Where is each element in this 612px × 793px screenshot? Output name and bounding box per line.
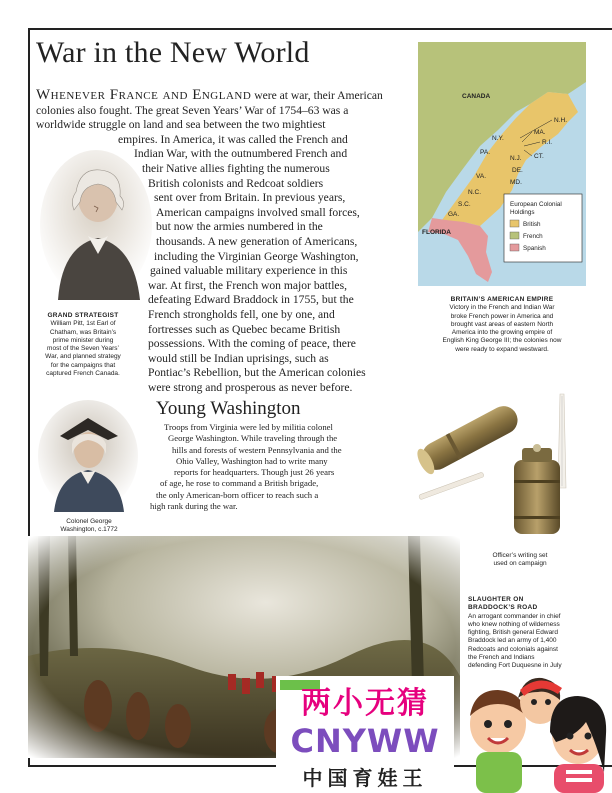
watermark-chinese-name: 两小无猜	[301, 686, 429, 721]
cartoon-kids-icon	[458, 672, 612, 793]
washington-line: high rank during the war.	[150, 501, 238, 512]
legend-label-french: French	[523, 233, 543, 240]
washington-heading: Young Washington	[156, 398, 301, 419]
intro-line: war. At first, the French won major battles,	[148, 278, 347, 292]
map-label-de: DE.	[512, 167, 523, 174]
battle-caption-title: BRADDOCK’S ROAD	[468, 604, 538, 612]
map-label-sc: S.C.	[458, 201, 471, 208]
battle-caption-line: An arrogant commander in chief	[468, 612, 561, 620]
map-label-nc: N.C.	[468, 189, 481, 196]
intro-line: Pontiac’s Rebellion, but the American colonies	[148, 366, 366, 380]
intro-line: empires. In America, it was called the French and	[118, 132, 348, 146]
pitt-caption-title: GRAND STRATEGIST	[47, 312, 119, 319]
legend-swatch-british	[510, 220, 519, 227]
intro-line: British colonists and Redcoat soldiers	[148, 176, 324, 190]
intro-line: would still be Indian uprisings, such as	[148, 351, 329, 365]
legend-label-british: British	[523, 221, 541, 228]
intro-line: including the Virginian George Washington,	[154, 249, 359, 263]
pitt-caption	[34, 312, 132, 378]
pitt-caption-line: William Pitt, 1st Earl of	[50, 320, 116, 328]
battle-caption-line: defending Fort Duquesne in July	[468, 662, 562, 670]
intro-line: worldwide struggle on land and sea between the two mightiest	[36, 118, 326, 132]
map-caption-line: America into the growing empire of	[451, 329, 553, 337]
intro-line: but now the armies numbered in the	[156, 220, 323, 234]
map-caption-line: English King George III; the colonies now	[442, 337, 562, 345]
page-title: War in the New World	[36, 36, 310, 69]
writing-set-caption	[470, 552, 570, 569]
map-label-nh: N.H.	[554, 117, 567, 124]
intro-line: colonies also fought. The great Seven Years’ War of 1754–63 was a	[36, 103, 349, 117]
intro-line: fortresses such as Quebec became British	[148, 322, 341, 336]
map-label-md: MD.	[510, 179, 522, 186]
battle-caption-line: Braddock led an army of 1,400	[468, 637, 557, 645]
washington-caption	[44, 518, 134, 535]
intro-line: American campaigns involved small forces,	[156, 205, 360, 219]
legend-title-2: Holdings	[510, 209, 535, 216]
intro-line: sent over from Britain. In previous years,	[154, 191, 346, 205]
pitt-caption-line: Chatham, was Britain’s	[49, 328, 117, 336]
pen-case-icon	[414, 401, 523, 476]
pitt-caption-line: prime minister during	[52, 336, 114, 344]
map-caption-line: Victory in the French and Indian War	[449, 304, 555, 312]
watermark-slogan: 中国育娃王	[302, 766, 428, 790]
pitt-caption-line: for the campaigns that	[50, 361, 116, 369]
map-label-ga: GA.	[448, 211, 460, 218]
pitt-caption-line: captured French Canada.	[46, 370, 120, 378]
legend-label-spanish: Spanish	[523, 245, 546, 252]
inkwell-icon	[514, 444, 560, 534]
intro-line: were strong and prosperous as never before.	[148, 380, 353, 394]
legend-swatch-spanish	[510, 244, 519, 251]
map-caption-line: brought vast areas of eastern North	[450, 320, 554, 328]
washington-line: of age, he rose to command a British brigade,	[160, 478, 319, 489]
map-label-ct: CT.	[534, 153, 544, 160]
intro-line: French strongholds fell, one by one, and	[148, 307, 335, 321]
map-caption-line: were ready to expand westward.	[455, 345, 549, 353]
map-label-ri: R.I.	[542, 139, 553, 146]
watermark-brand: CNYWW	[290, 722, 440, 760]
washington-line: reports for headquarters. Though just 26 years	[174, 467, 335, 478]
battle-caption	[468, 596, 598, 671]
map-label-va: VA.	[476, 173, 486, 180]
pitt-caption-line: most of the Seven Years’	[47, 345, 119, 353]
writing-set-caption-line: used on campaign	[493, 560, 547, 568]
washington-line: Ohio Valley, Washington had to write many	[176, 455, 328, 466]
battle-caption-line: the French and Indians	[468, 654, 535, 662]
writing-set-caption-line: Officer’s writing set	[492, 552, 548, 559]
map-caption-line: broke French power in America and	[450, 312, 554, 320]
map-legend	[504, 194, 582, 262]
washington-line: Troops from Virginia were led by militia colonel	[164, 422, 333, 432]
battle-caption-line: fighting, British general Edward	[468, 629, 558, 637]
map-caption	[418, 296, 586, 354]
intro-line: were at war, their American	[251, 89, 383, 102]
pitt-caption-line: War, and planned strategy	[45, 353, 121, 361]
battle-caption-title: SLAUGHTER ON	[468, 596, 524, 603]
legend-swatch-french	[510, 232, 519, 239]
colonial-map	[418, 42, 586, 286]
map-label-ma: MA.	[534, 129, 546, 136]
map-label-pa: PA.	[480, 149, 490, 156]
intro-line: gained valuable military experience in this	[150, 264, 348, 278]
map-label-florida: FLORIDA	[422, 229, 451, 236]
intro-lead-caps: Whenever France and England	[36, 87, 252, 103]
washington-line: George Washington. While traveling through the	[168, 433, 338, 444]
map-label-ny: N.Y.	[492, 135, 504, 142]
washington-caption-line: Washington, c.1772	[60, 526, 118, 534]
intro-line: possessions. With the coming of peace, there	[148, 337, 356, 351]
battle-caption-line: who knew nothing of wilderness	[468, 620, 560, 628]
pitt-portrait	[40, 150, 152, 300]
legend-title-1: European Colonial	[510, 201, 562, 208]
intro-line: their Native allies fighting the numerous	[142, 161, 330, 175]
intro-line: thousands. A new generation of Americans,	[156, 234, 358, 248]
washington-line: hills and forests of western Pennsylvania and the	[172, 444, 342, 455]
watermark	[272, 672, 612, 793]
pen-nib-icon	[419, 472, 485, 500]
washington-portrait	[38, 400, 138, 512]
washington-line: the only American-born officer to reach such a	[156, 489, 319, 500]
writing-set-image	[410, 388, 600, 548]
intro-line: defeating Edward Braddock in 1755, but the	[148, 293, 354, 307]
washington-text	[140, 422, 392, 512]
watermark-logo	[276, 676, 454, 788]
map-label-nj: N.J.	[510, 155, 522, 162]
washington-caption-line: Colonel George	[66, 518, 112, 525]
map-label-canada: CANADA	[462, 93, 491, 100]
map-caption-title: BRITAIN’S AMERICAN EMPIRE	[450, 296, 554, 303]
intro-line: Indian War, with the outnumbered French and	[134, 147, 348, 161]
battle-caption-line: Redcoats and colonials against	[468, 645, 558, 653]
